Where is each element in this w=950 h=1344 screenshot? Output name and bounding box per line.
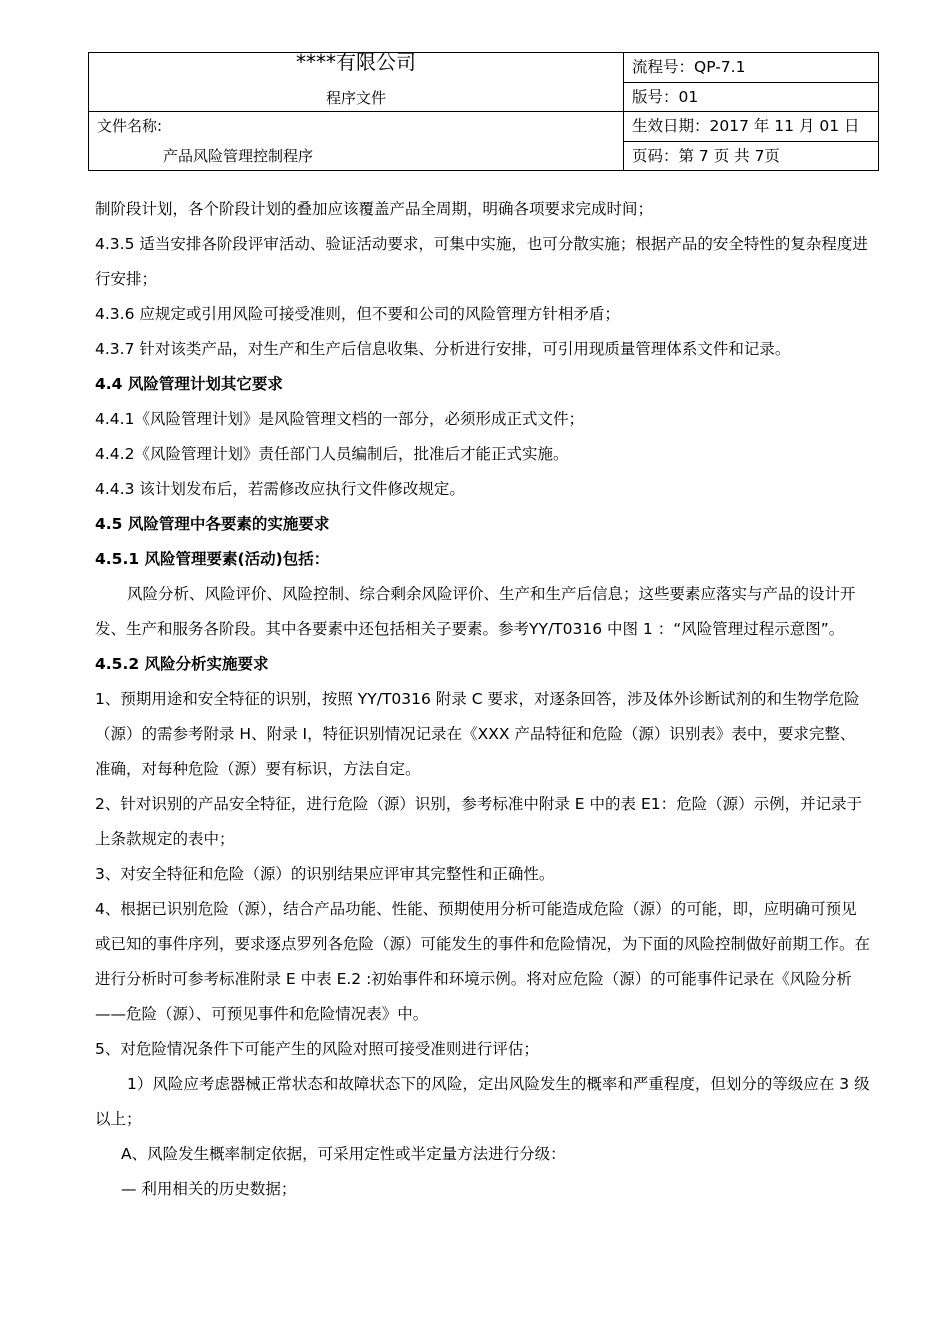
paragraph: 制阶段计划，各个阶段计划的叠加应该覆盖产品全周期，明确各项要求完成时间； [95, 200, 654, 218]
file-name: 产品风险管理控制程序 [163, 147, 314, 165]
process-number-cell [624, 53, 879, 83]
clause-4-3-6: 4.3.6 应规定或引用风险可接受准则，但不要和公司的风险管理方针相矛盾； [95, 305, 620, 323]
version-cell [624, 82, 879, 112]
page-number: 页码：第 7 页 共 7页 [632, 146, 780, 165]
analysis-item-2: 2、针对识别的产品安全特征，进行危险（源）识别，参考标准中附录 E 中的表 E1：危险（源）示例，并记录于上条款规定的表中； [95, 795, 863, 848]
analysis-item-5: 5、对危险情况条件下可能产生的风险对照可接受准则进行评估； [95, 1040, 539, 1058]
analysis-item-3: 3、对安全特征和危险（源）的识别结果应评审其完整性和正确性。 [95, 865, 555, 883]
clause-4-3-5: 4.3.5 适当安排各阶段评审活动、验证活动要求，可集中实施，也可分散实施；根据产品的安全特性的复杂程度进行安排； [95, 235, 868, 288]
section-heading-4-5-2: 4.5.2 风险分析实施要求 [95, 655, 269, 673]
document-header-table [88, 52, 879, 171]
version-number: 版号：01 [632, 87, 699, 106]
clause-4-4-3: 4.4.3 该计划发布后，若需修改应执行文件修改规定。 [95, 480, 465, 498]
sub-item-a: A、风险发生概率制定依据，可采用定性或半定量方法进行分级： [121, 1145, 566, 1163]
effective-date: 生效日期：2017 年 11 月 01 日 [632, 117, 860, 135]
analysis-item-1: 1、预期用途和安全特征的识别，按照 YY/T0316 附录 C 要求，对逐条回答，涉及体外诊断试剂的和生物学危险（源）的需参考附录 H、附录 I，特征识别情况记录在《XXX 产品特征和危险（源）识别表》表中，要求完整、准确，对每种危险（源）要有标识，方法自定。 [95, 690, 860, 778]
sub-item-1: 1）风险应考虑器械正常状态和故障状态下的风险，定出风险发生的概率和严重程度，但划分的等级应在 3 级以上； [95, 1075, 870, 1128]
file-name-label: 文件名称: [97, 117, 163, 135]
clause-4-3-7: 4.3.7 针对该类产品，对生产和生产后信息收集、分析进行安排，可引用现质量管理体系文件和记录。 [95, 340, 791, 358]
effective-date-cell [624, 112, 879, 142]
company-cell [89, 50, 624, 112]
company-name: ****有限公司 [296, 50, 416, 74]
section-heading-4-4: 4.4 风险管理计划其它要求 [95, 375, 283, 393]
section-heading-4-5-1: 4.5.1 风险管理要素(活动)包括： [95, 550, 330, 568]
clause-4-4-2: 4.4.2《风险管理计划》责任部门人员编制后，批准后才能正式实施。 [95, 445, 569, 463]
document-body [95, 192, 870, 1207]
section-heading-4-5: 4.5 风险管理中各要素的实施要求 [95, 515, 330, 533]
process-number: 流程号：QP-7.1 [632, 58, 746, 76]
document-type: 程序文件 [325, 89, 386, 107]
risk-elements-paragraph: 风险分析、风险评价、风险控制、综合剩余风险评价、生产和生产后信息；这些要素应落实与产品的设计开发、生产和服务各阶段。其中各要素中还包括相关子要素。参考YY/T0316 中图 1 ：“风险管理过程示意图”。 [95, 585, 856, 638]
file-name-cell [89, 112, 624, 171]
clause-4-4-1: 4.4.1《风险管理计划》是风险管理文档的一部分，必须形成正式文件； [95, 410, 584, 428]
bullet-item: — 利用相关的历史数据； [121, 1180, 297, 1198]
page-number-cell [624, 141, 879, 171]
analysis-item-4: 4、根据已识别危险（源），结合产品功能、性能、预期使用分析可能造成危险（源）的可能，即，应明确可预见或已知的事件序列，要求逐点罗列各危险（源）可能发生的事件和危险情况，为下面的风险控制做好前期工作。在进行分析时可参考标准附录 E 中表 E.2 :初始事件和环境示例。将对应危险（源）的可能事件记录在《风险分析——危险（源）、可预见事件和危险情况表》中。 [95, 900, 871, 1023]
